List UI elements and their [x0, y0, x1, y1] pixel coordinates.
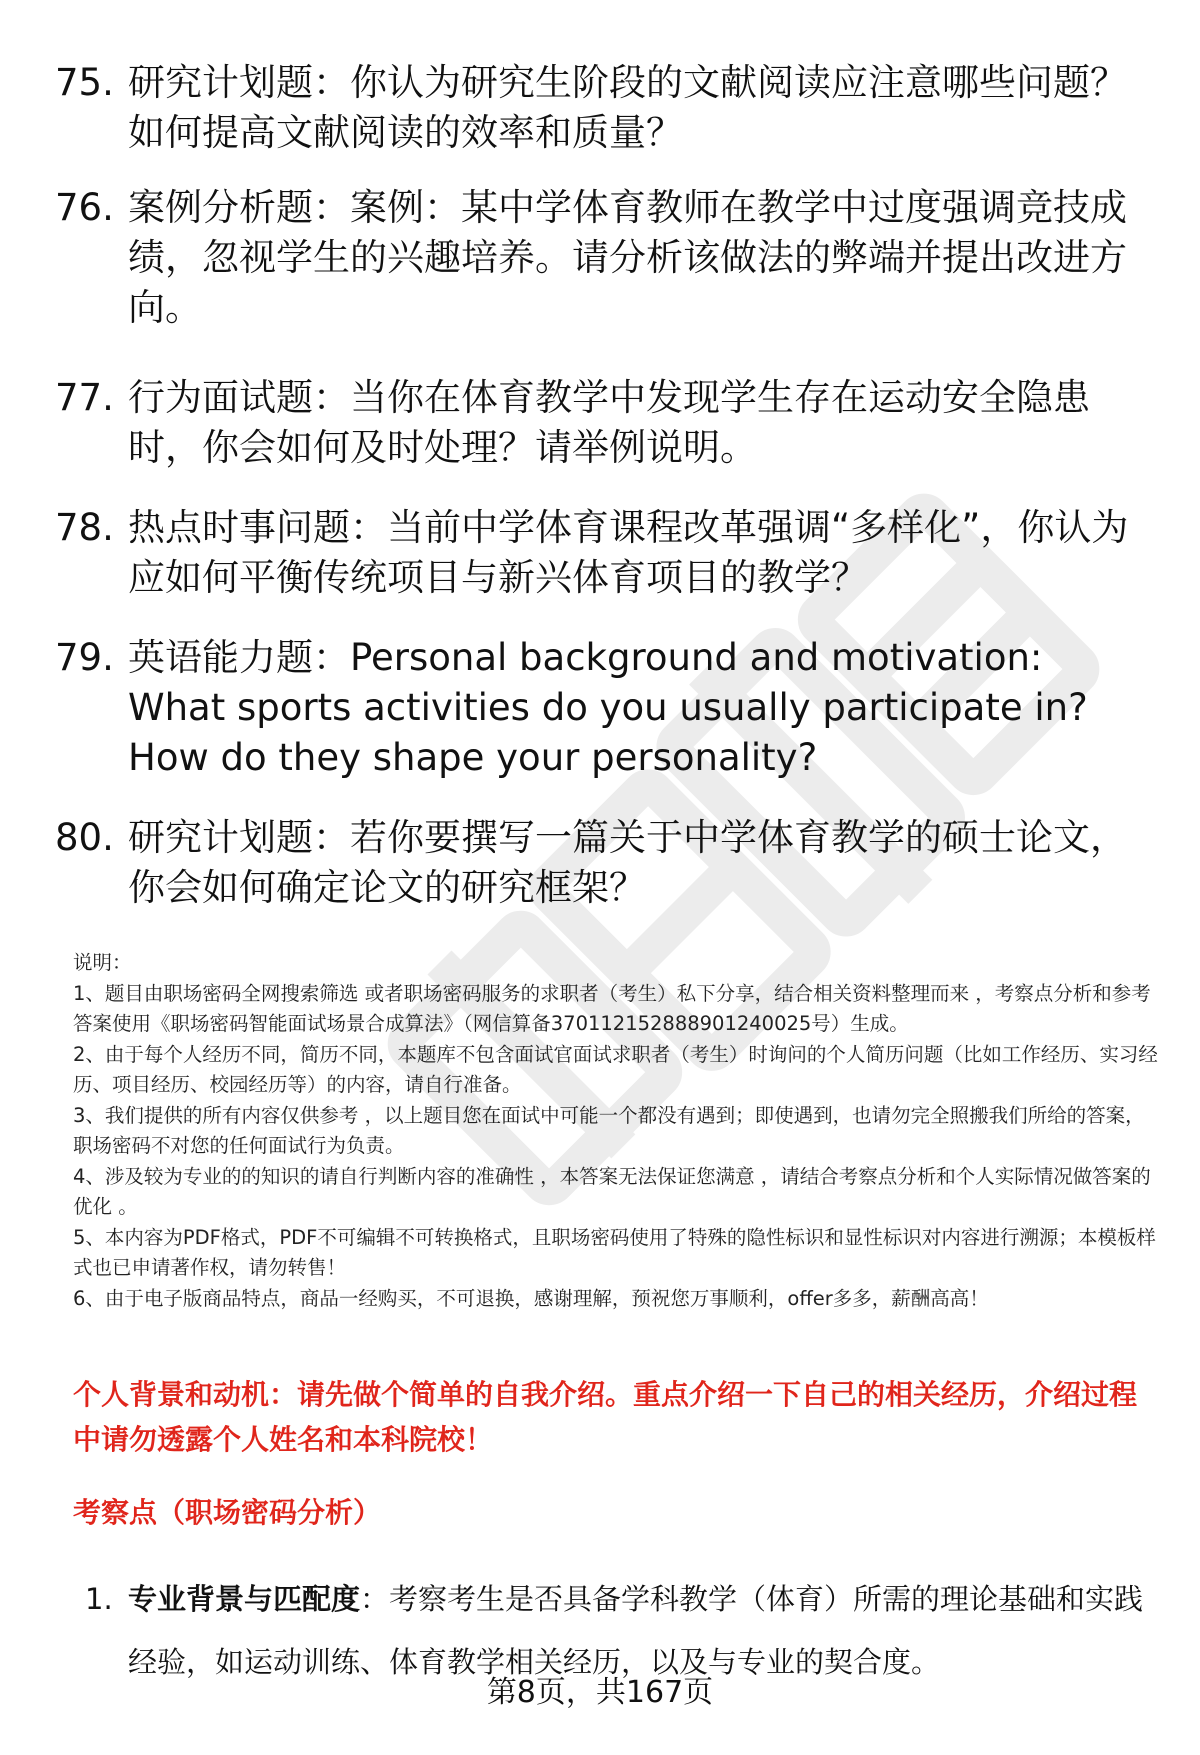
question-75	[55, 58, 1145, 158]
question-77	[55, 373, 1145, 473]
question-79	[55, 633, 1145, 783]
question-number: 79.	[55, 636, 114, 679]
note-item: 4、涉及较为专业的的知识的请自行判断内容的准确性 ，本答案无法保证您满意 ，请结合考察点分析和个人实际情况做答案的优化 。	[73, 1164, 1151, 1218]
note-item: 5、本内容为PDF格式，PDF不可编辑不可转换格式，且职场密码使用了特殊的隐性标识和显性标识对内容进行溯源；本模板样式也已申请著作权，请勿转售！	[73, 1225, 1156, 1279]
question-number: 78.	[55, 506, 114, 549]
point-text: ：考察考生是否具备学科教学（体育）所需的理论基础和实践经验，如运动训练、体育教学相关经历，以及与专业的契合度。	[128, 1582, 1144, 1679]
point-number: 1.	[85, 1582, 113, 1616]
page-footer: 第8页，共167页	[486, 1675, 714, 1710]
question-text: 研究计划题：你认为研究生阶段的文献阅读应注意哪些问题？如何提高文献阅读的效率和质量？	[128, 61, 1127, 154]
question-80	[55, 813, 1145, 913]
question-text: 研究计划题：若你要撰写一篇关于中学体育教学的硕士论文，你会如何确定论文的研究框架？	[128, 816, 1127, 909]
question-text: 案例分析题：案例：某中学体育教师在教学中过度强调竞技成绩，忽视学生的兴趣培养。请分析该做法的弊端并提出改进方向。	[128, 186, 1127, 329]
question-78	[55, 503, 1145, 603]
note-item: 2、由于每个人经历不同，简历不同，本题库不包含面试官面试求职者（考生）时询问的个人简历问题（比如工作经历、实习经历、项目经历、校园经历等）的内容，请自行准备。	[73, 1042, 1158, 1096]
question-number: 77.	[55, 376, 114, 419]
notes-section	[73, 948, 1163, 1314]
note-item: 6、由于电子版商品特点，商品一经购买，不可退换，感谢理解，预祝您万事顺利，offer多多，薪酬高高！	[73, 1286, 989, 1310]
section-title: 考察点（职场密码分析）	[73, 1496, 382, 1529]
question-text: 热点时事问题：当前中学体育课程改革强调“多样化”，你认为应如何平衡传统项目与新兴体育项目的教学？	[128, 506, 1129, 599]
notes-heading: 说明：	[73, 951, 132, 974]
note-item: 3、我们提供的所有内容仅供参考 ，以上题目您在面试中可能一个都没有遇到；即使遇到，也请勿完全照搬我们所给的答案，职场密码不对您的任何面试行为负责。	[73, 1103, 1145, 1157]
highlight-question: 个人背景和动机：请先做个简单的自我介绍。重点介绍一下自己的相关经历，介绍过程中请勿透露个人姓名和本科院校！	[73, 1378, 1138, 1456]
question-number: 80.	[55, 816, 114, 859]
point-label: 专业背景与匹配度	[128, 1582, 361, 1616]
question-text: 行为面试题：当你在体育教学中发现学生存在运动安全隐患时，你会如何及时处理？请举例说明。	[128, 376, 1090, 469]
question-number: 76.	[55, 186, 114, 229]
note-item: 1、题目由职场密码全网搜索筛选 或者职场密码服务的求职者（考生）私下分享，结合相关资料整理而来 ，考察点分析和参考答案使用《职场密码智能面试场景合成算法》（网信算备370112152888901240025号）生成。	[73, 981, 1151, 1035]
question-76	[55, 183, 1145, 333]
question-number: 75.	[55, 61, 114, 104]
question-text: 英语能力题：Personal background and motivation: What sports activities do you usually participate in? How do they shape your personality?	[128, 636, 1088, 779]
